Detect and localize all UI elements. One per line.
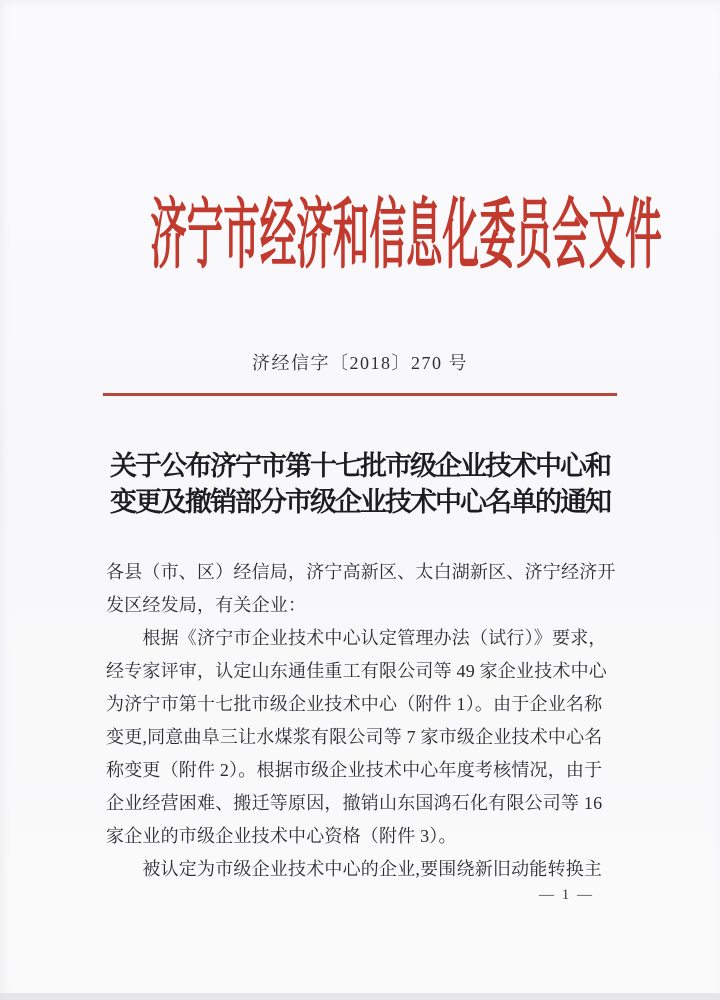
body-line: 企业经营困难、搬迁等原因，撤销山东国鸿石化有限公司等 16 (106, 793, 603, 813)
body-line: 经专家评审，认定山东通佳重工有限公司等 49 家企业技术中心 (106, 661, 607, 681)
masthead (0, 192, 720, 279)
body-text (106, 556, 622, 886)
page-number: — 1 — (539, 887, 594, 903)
document-number: 济经信字〔2018〕270 号 (252, 353, 468, 373)
body-line: 变更,同意曲阜三让水煤浆有限公司等 7 家市级企业技术中心名 (106, 727, 603, 747)
body-line: 根据《济宁市企业技术中心认定管理办法（试行）》要求， (106, 628, 607, 648)
red-divider-rule (103, 393, 617, 396)
body-line: 被认定为市级企业技术中心的企业,要围绕新旧动能转换主 (106, 859, 603, 879)
body-line: 发区经发局，有关企业： (106, 595, 307, 615)
body-line: 为济宁市第十七批市级企业技术中心（附件 1）。由于企业名称 (106, 694, 603, 714)
document-title-line2: 变更及撤销部分市级企业技术中心名单的通知 (110, 487, 610, 517)
body-line: 各县（市、区）经信局，济宁高新区、太白湖新区、济宁经济开 (106, 562, 616, 582)
document-title (0, 448, 720, 520)
body-line: 家企业的市级企业技术中心资格（附件 3）。 (106, 826, 457, 846)
document-title-line1: 关于公布济宁市第十七批市级企业技术中心和 (110, 451, 610, 481)
body-line: 称变更（附件 2）。根据市级企业技术中心年度考核情况，由于 (106, 760, 603, 780)
scan-bottom-edge (0, 993, 720, 1000)
masthead-title: 济宁市经济和信息化委员会文件 (150, 192, 662, 279)
